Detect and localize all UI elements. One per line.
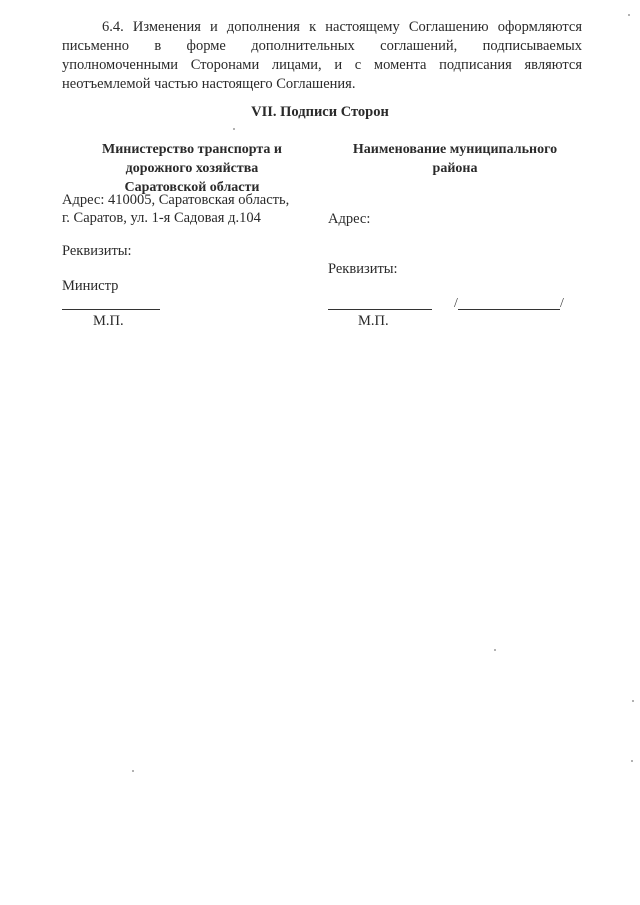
scan-speck: [631, 760, 633, 762]
clause-line-2: письменно в форме дополнительных соглашений, подписываемых: [62, 38, 582, 54]
clause-6-4: [62, 18, 582, 94]
right-address-label: Адрес:: [328, 211, 371, 227]
slash-close-mark: /: [560, 296, 564, 311]
right-requisites-label: Реквизиты:: [328, 261, 398, 277]
left-heading-line-2: дорожного хозяйства: [125, 161, 259, 176]
left-party-heading: [62, 140, 322, 197]
slash-open-mark: /: [454, 296, 458, 311]
right-signature-line: [328, 309, 432, 310]
right-heading-line-2: района: [432, 161, 478, 176]
left-signature-line: [62, 309, 160, 310]
scan-speck: [628, 14, 630, 16]
scan-speck: [233, 128, 235, 130]
right-stamp-label: М.П.: [358, 313, 389, 329]
right-name-line: [458, 309, 560, 310]
clause-line-3: уполномоченными Сторонами лицами, и с момента подписания являются: [62, 57, 582, 73]
left-heading-line-3: Саратовской области: [124, 180, 260, 195]
right-party-heading: [330, 140, 580, 178]
minister-label: Министр: [62, 278, 119, 294]
scan-speck: [132, 770, 134, 772]
left-heading-line-1: Министерство транспорта и: [102, 142, 282, 157]
left-requisites-label: Реквизиты:: [62, 243, 132, 259]
clause-line-1: 6.4. Изменения и дополнения к настоящему Соглашению оформляются: [102, 19, 582, 35]
left-address-line-1: Адрес: 410005, Саратовская область,: [62, 192, 290, 208]
left-address-line-2: г. Саратов, ул. 1-я Садовая д.104: [62, 210, 261, 226]
right-heading-line-1: Наименование муниципального: [352, 142, 558, 157]
scan-speck: [632, 700, 634, 702]
section-title: VII. Подписи Сторон: [251, 104, 389, 120]
left-stamp-label: М.П.: [93, 313, 124, 329]
clause-line-4: неотъемлемой частью настоящего Соглашения.: [62, 76, 356, 92]
scan-speck: [494, 649, 496, 651]
